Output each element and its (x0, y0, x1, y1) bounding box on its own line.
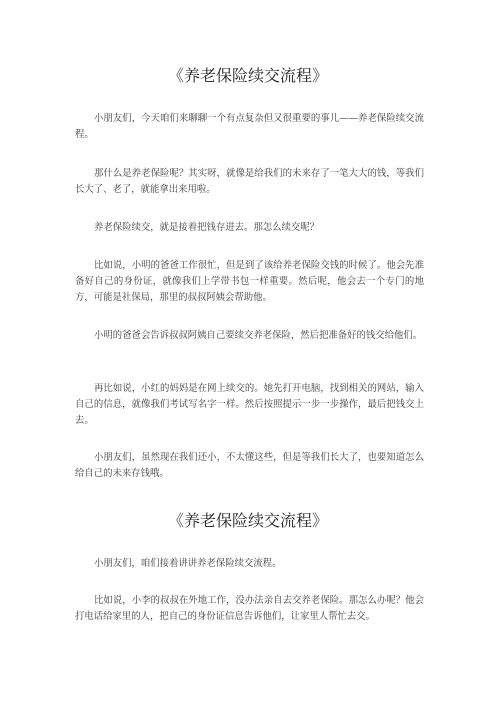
section-1-paragraph-5: 小明的爸爸会告诉叔叔阿姨自己要续交养老保险，然后把准备好的钱交给他们。 (94, 330, 423, 341)
section-2-paragraph-1: 小朋友们，咱们接着讲讲养老保险续交流程。 (94, 558, 282, 569)
section-2-paragraph-2: 比如说，小李的叔叔在外地工作，没办法亲自去交养老保险。那怎么办呢？他会打电话给家里的人，把自己的身份证信息告诉他们，让家里人帮忙去交。 (75, 595, 424, 622)
section-1-paragraph-6: 再比如说，小红的妈妈是在网上续交的。她先打开电脑，找到相关的网站，输入自己的信息，就像我们考试写名字一样。然后按照提示一步一步操作，最后把钱交上去。 (75, 383, 424, 426)
section-1-paragraph-3: 养老保险续交，就是接着把钱存进去。那怎么续交呢？ (94, 222, 320, 233)
section-1-paragraph-4: 比如说，小明的爸爸工作很忙，但是到了该给养老保险交钱的时候了。他会先准备好自己的身份证，就像我们上学带书包一样重要。然后呢，他会去一个专门的地方，可能是社保局，那里的叔叔阿姨会帮助他。 (75, 260, 424, 303)
section-1-paragraph-2: 那什么是养老保险呢？其实呀，就像是给我们的未来存了一笔大大的钱，等我们长大了、老了，就能拿出来用啦。 (75, 168, 424, 195)
section-2-title: 《养老保险续交流程》 (167, 511, 328, 530)
section-1-paragraph-7: 小朋友们，虽然现在我们还小，不太懂这些，但是等我们长大了，也要知道怎么给自己的未来存钱哦。 (75, 452, 424, 479)
section-1-paragraph-1: 小朋友们，今天咱们来聊聊一个有点复杂但又很重要的事儿——养老保险续交流程。 (75, 113, 424, 140)
section-1-title: 《养老保险续交流程》 (167, 66, 328, 85)
